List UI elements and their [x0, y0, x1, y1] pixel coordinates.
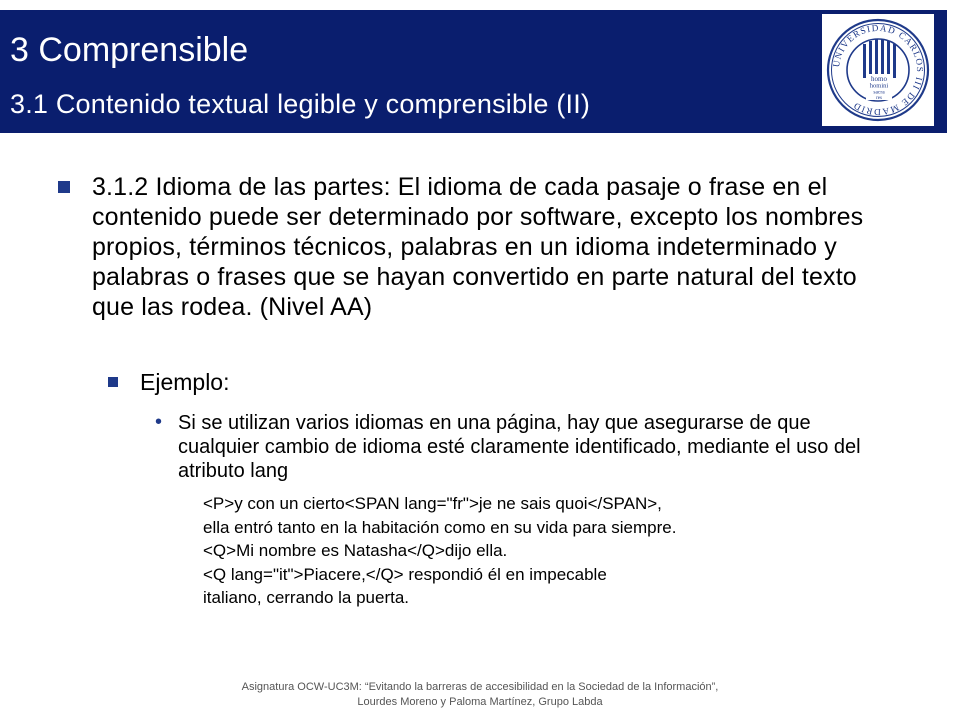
- code-line: ella entró tanto en la habitación como en su vida para siempre.: [203, 517, 677, 537]
- slide-header: [0, 10, 947, 133]
- footer-course-line: Asignatura OCW-UC3M: “Evitando la barreras de accesibilidad en la Sociedad de la Información”,: [241, 681, 719, 693]
- code-line: <P>y con un cierto<SPAN lang="fr">je ne sais quoi</SPAN>,: [203, 494, 662, 513]
- slide-subtitle: 3.1 Contenido textual legible y comprensible (II): [10, 89, 591, 119]
- seal-motto-4: res: [876, 96, 882, 101]
- square-bullet-icon: [108, 377, 118, 387]
- seal-motto-1: homo: [871, 75, 887, 83]
- seal-motto-2: homini: [869, 82, 889, 90]
- seal-ring-text: UNIVERSIDAD CARLOS III DE MADRID: [830, 22, 926, 118]
- university-logo: [822, 14, 934, 126]
- seal-motto-3: sacra: [873, 89, 885, 96]
- code-line: italiano, cerrando la puerta.: [203, 588, 410, 607]
- slide-title: 3 Comprensible: [10, 31, 249, 69]
- footer-authors-line: Lourdes Moreno y Paloma Martínez, Grupo Labda: [357, 696, 603, 708]
- slide-footer: [0, 680, 960, 710]
- criterion-text: 3.1.2 Idioma de las partes: El idioma de cada pasaje o frase en el contenido puede ser determinado por software, excepto los nombres propios, términos técnicos, palabras en un idioma indeterminado y palabras o frases que se hayan convertido en parte natural del texto que las rodea. (Nivel AA): [92, 173, 864, 321]
- code-example: [203, 492, 883, 610]
- example-heading: Ejemplo:: [140, 369, 230, 395]
- university-seal-icon: [822, 14, 934, 126]
- example-description: Si se utilizan varios idiomas en una página, hay que asegurarse de que cualquier cambio de idioma esté claramente identificado, mediante el uso del atributo lang: [178, 412, 861, 482]
- square-bullet-icon: [58, 181, 70, 193]
- code-line: <Q lang="it">Piacere,</Q> respondió él en impecable: [203, 564, 607, 584]
- code-line: <Q>Mi nombre es Natasha</Q>dijo ella.: [203, 541, 508, 560]
- dot-bullet-icon: •: [155, 411, 163, 433]
